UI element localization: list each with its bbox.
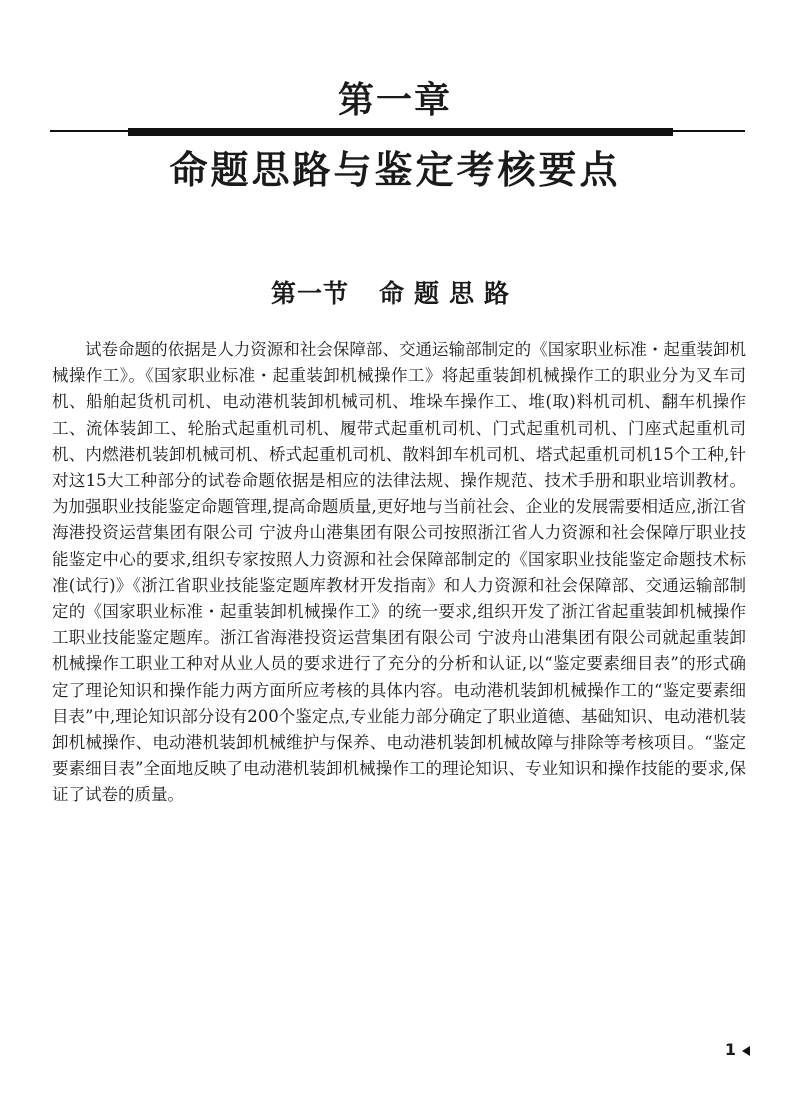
chapter-title: 命题思路与鉴定考核要点 — [169, 147, 621, 192]
section-heading — [0, 276, 790, 312]
section-title: 命题思路 — [379, 279, 520, 308]
section-number: 第一节 — [270, 279, 349, 308]
page-footer — [725, 1040, 750, 1060]
body-paragraph: 试卷命题的依据是人力资源和社会保障部、交通运输部制定的《国家职业标准・起重装卸机械操作工》。《国家职业标准・起重装卸机械操作工》将起重装卸机械操作工的职业分为叉车司机、船舶起货机司机、电动港机装卸机械司机、堆垛车操作工、堆(取)料机司机、翻车机操作工、流体装卸工、轮胎式起重机司机、履带式起重机司机、门式起重机司机、门座式起重机司机、内燃港机装卸机械司机、桥式起重机司机、散料卸车机司机、塔式起重机司机15个工种,针对这15大工种部分的试卷命题依据是相应的法律法规、操作规范、技术手册和职业培训教材。为加强职业技能鉴定命题管理,提高命题质量,更好地与当前社会、企业的发展需要相适应,浙江省海港投资运营集团有限公司 宁波舟山港集团有限公司按照浙江省人力资源和社会保障厅职业技能鉴定中心的要求,组织专家按照人力资源和社会保障部制定的《国家职业技能鉴定命题技术标准(试行)》《浙江省职业技能鉴定题库教材开发指南》和人力资源和社会保障部、交通运输部制定的《国家职业标准・起重装卸机械操作工》的统一要求,组织开发了浙江省起重装卸机械操作工职业技能鉴定题库。浙江省海港投资运营集团有限公司 宁波舟山港集团有限公司就起重装卸机械操作工职业工种对从业人员的要求进行了充分的分析和认证,以“鉴定要素细目表”的形式确定了理论知识和操作能力两方面所应考核的具体内容。电动港机装卸机械操作工的“鉴定要素细目表”中,理论知识部分设有200个鉴定点,专业能力部分确定了职业道德、基础知识、电动港机装卸机械操作、电动港机装卸机械维护与保养、电动港机装卸机械故障与排除等考核项目。“鉴定要素细目表”全面地反映了电动港机装卸机械操作工的理论知识、专业知识和操作技能的要求,保证了试卷的质量。 — [52, 340, 746, 805]
chapter-rule-thick — [128, 128, 673, 136]
left-triangle-icon — [742, 1046, 750, 1056]
chapter-label: 第一章 — [337, 79, 452, 121]
page-number: 1 — [724, 1040, 736, 1059]
